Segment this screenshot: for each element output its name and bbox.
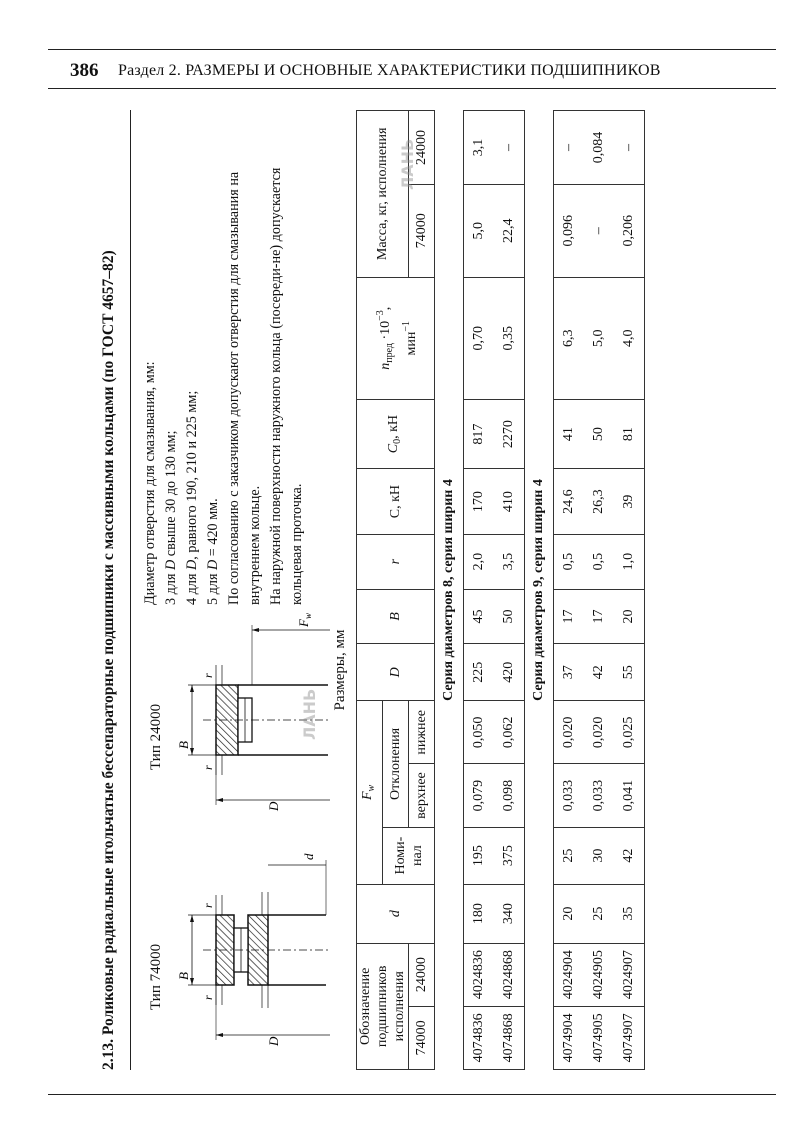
table-heading: 2.13. Роликовые радиальные игольчатые бессепараторные подшипники с массивными кольцами (по ГОСТ 4657–82) bbox=[100, 250, 117, 1070]
section-title: Раздел 2. РАЗМЕРЫ И ОСНОВНЫЕ ХАРАКТЕРИСТИКИ ПОДШИПНИКОВ bbox=[118, 62, 661, 79]
running-header bbox=[48, 60, 778, 86]
header-deviations: Отклонения bbox=[383, 701, 409, 827]
figure-title-24000: Тип 24000 bbox=[148, 703, 164, 770]
header-C: C, кН bbox=[357, 469, 435, 534]
header-74000: 74000 bbox=[409, 1006, 435, 1069]
header-mass-24000: 24000 bbox=[409, 111, 435, 185]
watermark-logo: ЛАНЬ bbox=[300, 688, 319, 740]
dim-D-label: D bbox=[266, 1036, 281, 1046]
note-line: 5 для D = 420 мм. bbox=[205, 498, 221, 605]
dim-B-label: B bbox=[176, 972, 191, 980]
header-C0: $C_0$, кН bbox=[357, 399, 435, 469]
bottom-rule bbox=[48, 1094, 776, 1095]
heading-rule bbox=[130, 110, 131, 1070]
notes-block bbox=[140, 110, 308, 605]
top-rule bbox=[48, 49, 776, 50]
dim-d-label: d bbox=[301, 853, 316, 860]
bearing-spec-table bbox=[356, 110, 645, 1070]
dim-r-label: r bbox=[201, 673, 215, 678]
header-D: D bbox=[357, 644, 435, 701]
watermark-logo: ЛАНЬ bbox=[398, 138, 417, 190]
sizes-caption: Размеры, мм bbox=[332, 629, 348, 711]
table-row: 4074904 4024904 20 25 0,033 0,020 37 17 0,5 24,6 41 6,3 0,096 – bbox=[554, 111, 585, 1070]
dim-r-label: r bbox=[201, 995, 215, 1000]
series-heading: Серия диаметров 9, серия ширин 4 bbox=[531, 479, 546, 701]
bearing-drawing-74000 bbox=[148, 840, 333, 1070]
dim-r-label: r bbox=[201, 765, 215, 770]
header-r: r bbox=[357, 534, 435, 589]
series-heading: Серия диаметров 8, серия ширин 4 bbox=[441, 479, 456, 701]
header-lower: нижнее bbox=[409, 701, 435, 764]
header-24000: 24000 bbox=[409, 943, 435, 1006]
header-d: d bbox=[357, 884, 435, 943]
note-line: По согласованию с заказчиком допускают отверстия для смазывания на внутреннем кольце. bbox=[226, 171, 263, 605]
table-row: 4074905 4024905 25 30 0,033 0,020 42 17 0,5 26,3 50 5,0 – 0,084 bbox=[584, 111, 614, 1070]
note-line: 3 для D свыше 30 до 130 мм; bbox=[163, 430, 179, 605]
header-rule bbox=[48, 88, 776, 89]
table-row: 4074907 4024907 35 42 0,041 0,025 55 20 1,0 39 81 4,0 0,206 – bbox=[614, 111, 645, 1070]
header-nominal: Номи-нал bbox=[383, 827, 435, 884]
rotated-page-body bbox=[100, 110, 720, 1070]
header-designation: Обозначение подшипников исполнения bbox=[357, 943, 409, 1069]
header-mass-74000: 74000 bbox=[409, 184, 435, 277]
table-row: 4074836 4024836 180 195 0,079 0,050 225 45 2,0 170 817 0,70 5,0 3,1 bbox=[464, 111, 495, 1070]
table-row: 4074868 4024868 340 375 0,098 0,062 420 50 3,5 410 2270 0,35 22,4 – bbox=[494, 111, 525, 1070]
note-line: Диаметр отверстия для смазывания, мм: bbox=[142, 361, 158, 605]
dim-B-label: B bbox=[176, 741, 191, 749]
header-mass: Масса, кг, исполнения bbox=[357, 111, 409, 278]
note-line: 4 для D, равного 190, 210 и 225 мм; bbox=[184, 390, 200, 605]
note-line: На наружной поверхности наружного кольца (посереди-не) допускается кольцевая проточка. bbox=[268, 167, 305, 605]
header-B: B bbox=[357, 589, 435, 644]
dim-D-label: D bbox=[266, 801, 281, 811]
dim-Fw-label: $F_w$ bbox=[296, 613, 313, 627]
header-upper: верхнее bbox=[409, 764, 435, 827]
dim-r-label: r bbox=[201, 903, 215, 908]
figure-title-74000: Тип 74000 bbox=[148, 943, 164, 1010]
header-n-limit: $n_{пред} \cdot 10^{-3}$, мин$^{-1}$ bbox=[357, 277, 435, 399]
figure-type-74000 bbox=[148, 840, 333, 1070]
page-number: 386 bbox=[70, 60, 99, 81]
header-Fw: $F_w$ bbox=[357, 701, 383, 884]
